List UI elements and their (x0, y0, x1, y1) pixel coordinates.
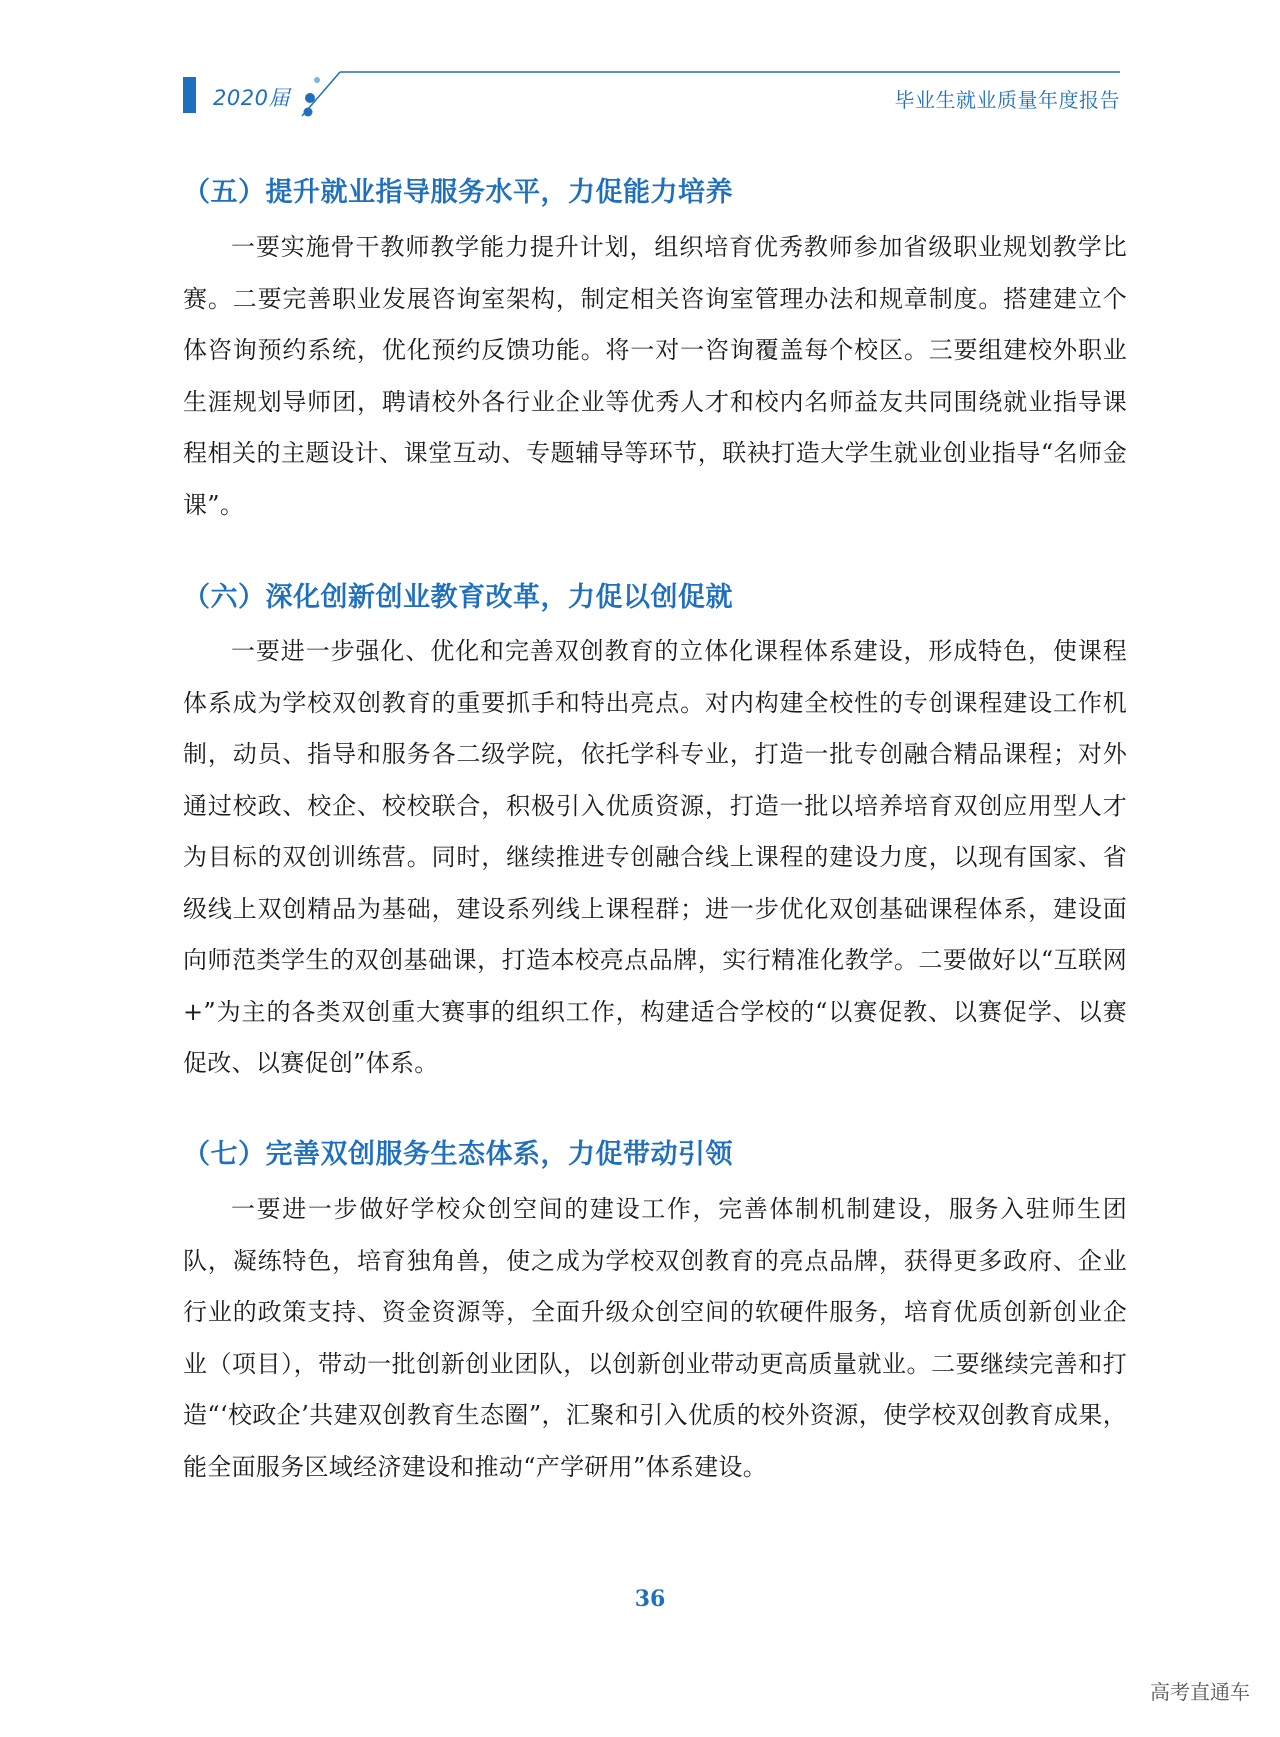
header-year-label: 2020届 (213, 86, 290, 110)
section-paragraph-6: 一要进一步强化、优化和完善双创教育的立体化课程体系建设，形成特色，使课程体系成为学校双创教育的重要抓手和特出亮点。对内构建全校性的专创课程建设工作机制，动员、指导和服务各二级学院，依托学科专业，打造一批专创融合精品课程；对外通过校政、校企、校校联合，积极引入优质资源，打造一批以培养培育双创应用型人才为目标的双创训练营。同时，继续推进专创融合线上课程的建设力度，以现有国家、省级线上双创精品为基础，建设系列线上课程群；进一步优化双创基础课程体系，建设面向师范类学生的双创基础课，打造本校亮点品牌，实行精准化教学。二要做好以“互联网+”为主的各类双创重大赛事的组织工作，构建适合学校的“以赛促教、以赛促学、以赛促改、以赛促创”体系。 (183, 637, 1127, 1077)
section-heading-6: （六）深化创新创业教育改革，力促以创促就 (183, 582, 733, 613)
page-number: 36 (634, 1586, 666, 1612)
header-accent-bar (183, 77, 196, 113)
section-paragraph-5: 一要实施骨干教师教学能力提升计划，组织培育优秀教师参加省级职业规划教学比赛。二要完善职业发展咨询室架构，制定相关咨询室管理办法和规章制度。搭建建立个体咨询预约系统，优化预约反馈功能。将一对一咨询覆盖每个校区。三要组建校外职业生涯规划导师团，聘请校外各行业企业等优秀人才和校内名师益友共同围绕就业指导课程相关的主题设计、课堂互动、专题辅导等环节，联袂打造大学生就业创业指导“名师金课”。 (183, 233, 1127, 519)
header-report-title: 毕业生就业质量年度报告 (894, 88, 1120, 112)
page-header (0, 0, 1280, 130)
section-paragraph-7: 一要进一步做好学校众创空间的建设工作，完善体制机制建设，服务入驻师生团队，凝练特色，培育独角兽，使之成为学校双创教育的亮点品牌，获得更多政府、企业行业的政策支持、资金资源等，全面升级众创空间的软硬件服务，培育优质创新创业企业（项目），带动一批创新创业团队，以创新创业带动更高质量就业。二要继续完善和打造“‘校政企’共建双创教育生态圈”，汇聚和引入优质的校外资源，使学校双创教育成果，能全面服务区域经济建设和推动“产学研用”体系建设。 (183, 1195, 1127, 1481)
section-heading-7: （七）完善双创服务生态体系，力促带动引领 (183, 1139, 733, 1170)
section-heading-5: （五）提升就业指导服务水平，力促能力培养 (183, 177, 733, 208)
watermark-text: 高考直通车 (1150, 1680, 1250, 1704)
